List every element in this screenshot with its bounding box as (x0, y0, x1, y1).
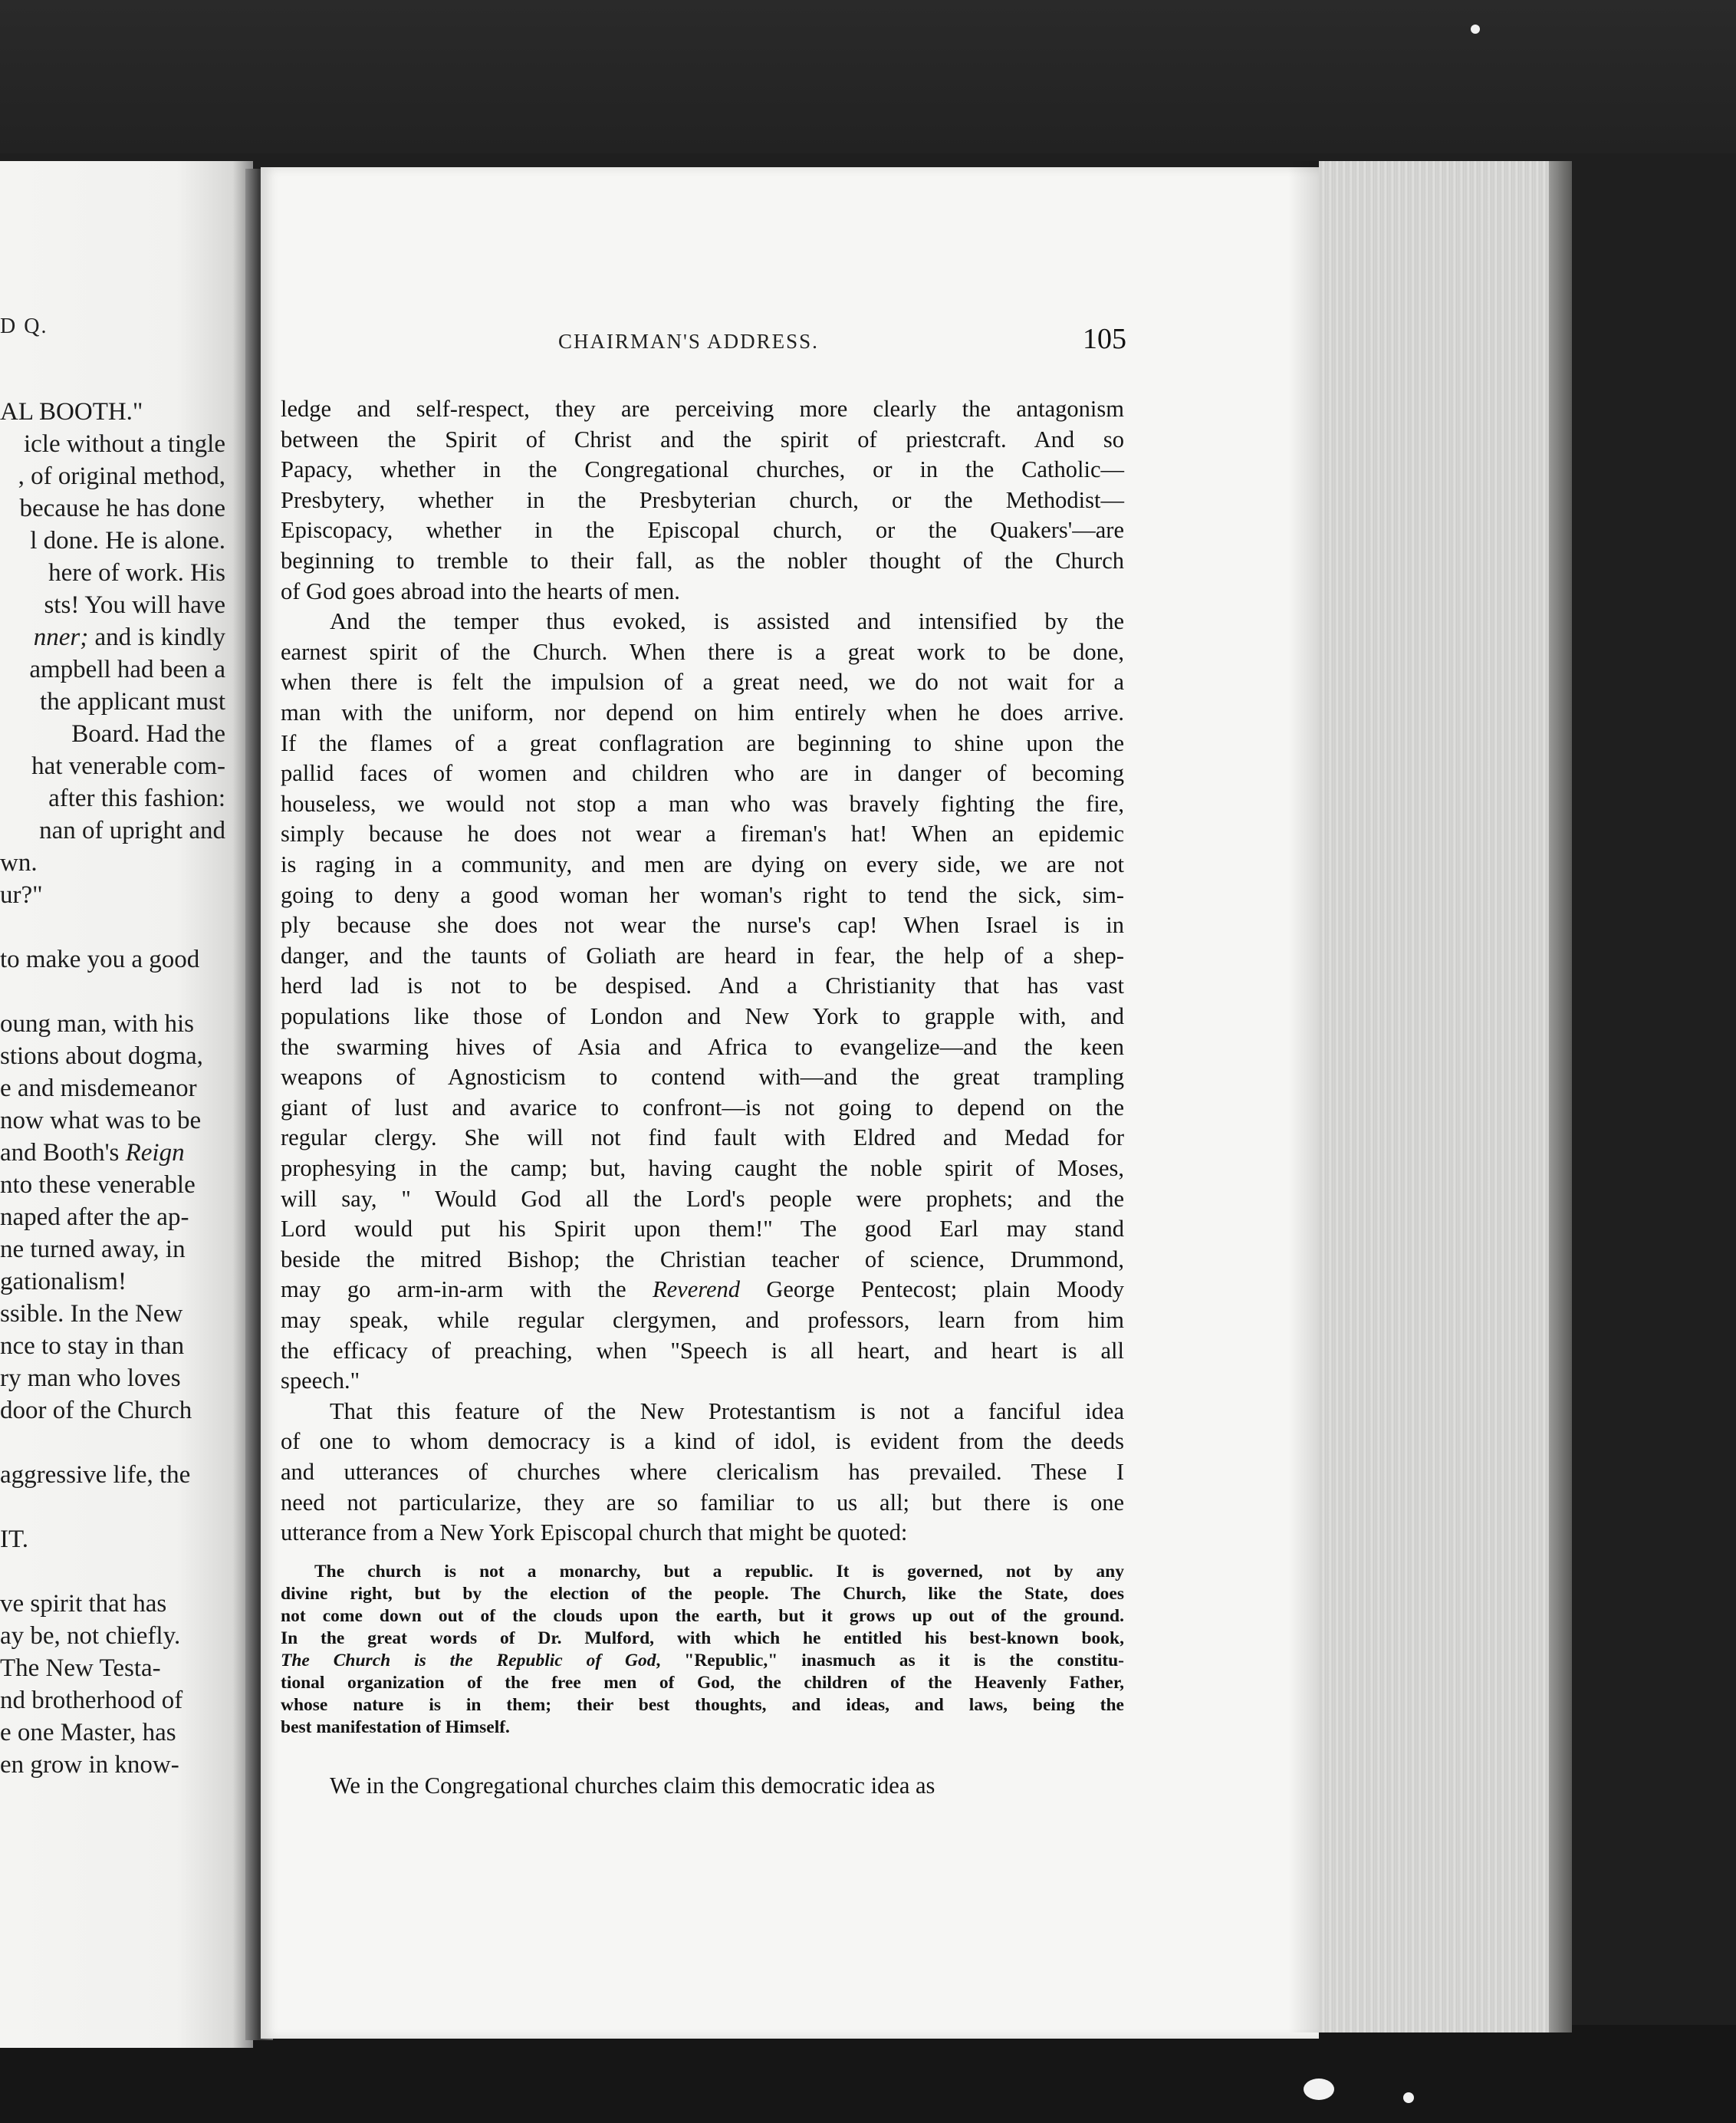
left-page-line: here of work. His (48, 559, 225, 587)
left-page-line: nto these venerable (0, 1171, 196, 1199)
body-line: when there is felt the impulsion of a great need, we do not wait for a (281, 669, 1124, 696)
body-line: going to deny a good woman her woman's right to tend the sick, sim- (281, 881, 1124, 908)
body-line: of one to whom democracy is a kind of idol, is evident from the deeds (281, 1428, 1124, 1455)
left-page-line: IT. (0, 1526, 28, 1553)
left-page-line (0, 1426, 225, 1460)
body-line: Papacy, whether in the Congregational churches, or in the Catholic— (281, 456, 1124, 483)
left-page-line: naped after the ap- (0, 1203, 189, 1231)
dust-speck (1471, 25, 1480, 34)
left-page-line: because he has done (19, 495, 225, 522)
body-line: between the Spirit of Christ and the spirit of priestcraft. And so (281, 426, 1124, 453)
body-line: and utterances of churches where clericalism has prevailed. These I (281, 1459, 1124, 1485)
left-page-line: nd brotherhood of (0, 1687, 183, 1714)
left-page-line: aggressive life, the (0, 1461, 191, 1489)
left-page-line: Board. Had the (71, 720, 225, 748)
body-line: of God goes abroad into the hearts of men. (281, 578, 680, 604)
body-line: utterance from a New York Episcopal church that might be quoted: (281, 1519, 908, 1546)
body-line: is raging in a community, and men are dying on every side, we are not (281, 851, 1124, 877)
body-line: That this feature of the New Protestantism is not a fanciful idea (330, 1397, 1124, 1424)
left-page-line: to make you a good (0, 946, 200, 973)
left-page-line: and Booth's Reign (0, 1139, 185, 1167)
left-page-line (0, 910, 225, 944)
quote-line: The church is not a monarchy, but a republic. It is governed, not by any (314, 1562, 1124, 1582)
page-number: 105 (1083, 323, 1126, 355)
left-page-line: ne turned away, in (0, 1236, 186, 1263)
dust-speck (1403, 2092, 1414, 2103)
left-page-line: now what was to be (0, 1107, 202, 1134)
running-head: CHAIRMAN'S ADDRESS. (558, 330, 819, 353)
body-line: If the flames of a great conflagration are beginning to shine upon the (281, 729, 1124, 756)
left-page-line (0, 1490, 225, 1524)
page-block-edge (1319, 161, 1557, 2032)
body-line: prophesying in the camp; but, having caught the noble spirit of Moses, (281, 1155, 1124, 1181)
body-line: regular clergy. She will not find fault with Eldred and Medad for (281, 1124, 1124, 1151)
body-line: speech." (281, 1368, 360, 1394)
left-page-line: e and misdemeanor (0, 1075, 197, 1102)
page-header (261, 322, 1135, 360)
body-line: herd lad is not to be despised. And a Christianity that has vast (281, 973, 1124, 999)
left-page-line: ve spirit that has (0, 1590, 167, 1618)
body-line: earnest spirit of the Church. When there is a great work to be done, (281, 638, 1124, 665)
quote-line: In the great words of Dr. Mulford, with which he entitled his best-known book, (281, 1628, 1124, 1648)
left-page-line: the applicant must (40, 688, 225, 716)
quote-line: not come down out of the clouds upon the earth, but it grows up out of the ground. (281, 1606, 1124, 1626)
left-page-line: nce to stay in than (0, 1332, 185, 1360)
body-line: the efficacy of preaching, when "Speech is all heart, and heart is all (281, 1337, 1124, 1364)
left-page-line: oung man, with his (0, 1010, 194, 1038)
quote-line: tional organization of the free men of God, the children of the Heavenly Father, (281, 1673, 1124, 1693)
body-line: populations like those of London and New York to grapple with, and (281, 1003, 1124, 1029)
left-page (0, 161, 253, 2048)
left-page-line (0, 975, 225, 1009)
body-line: may go arm-in-arm with the Reverend George Pentecost; plain Moody (281, 1276, 1124, 1303)
left-page-line: nner; and is kindly (33, 624, 225, 651)
body-line: man with the uniform, nor depend on him entirely when he does arrive. (281, 699, 1124, 726)
left-page-line: hat venerable com- (31, 752, 225, 780)
body-line: danger, and the taunts of Goliath are heard in fear, the help of a shep- (281, 942, 1124, 969)
body-line: the swarming hives of Asia and Africa to evangelize—and the keen (281, 1033, 1124, 1060)
quote-line: The Church is the Republic of God, "Republic," inasmuch as it is the constitu- (281, 1651, 1124, 1670)
left-page-line: , of original method, (18, 462, 225, 490)
backdrop (0, 0, 1736, 153)
left-page-line: ur?" (0, 881, 43, 909)
body-line: will say, " Would God all the Lord's people were prophets; and the (281, 1185, 1124, 1212)
body-line: may speak, while regular clergymen, and professors, learn from him (281, 1307, 1124, 1333)
left-running-head: D Q. (0, 314, 48, 338)
body-line: simply because he does not wear a fireman's hat! When an epidemic (281, 821, 1124, 848)
quote-line: divine right, but by the election of the people. The Church, like the State, does (281, 1584, 1124, 1604)
body-line: beside the mitred Bishop; the Christian teacher of science, Drummond, (281, 1246, 1124, 1272)
left-page-line: ay be, not chiefly. (0, 1622, 181, 1650)
book-cover-edge (1549, 161, 1572, 2032)
dust-speck (1304, 2079, 1334, 2100)
left-page-line: e one Master, has (0, 1719, 176, 1746)
left-page-line: wn. (0, 849, 38, 877)
body-line: need not particularize, they are so familiar to us all; but there is one (281, 1489, 1124, 1516)
left-page-line: ry man who loves (0, 1364, 181, 1392)
left-page-line: after this fashion: (48, 785, 225, 812)
left-page-line: The New Testa- (0, 1654, 161, 1682)
body-line: beginning to tremble to their fall, as the nobler thought of the Church (281, 548, 1124, 574)
body-line: giant of lust and avarice to confront—is not going to depend on the (281, 1094, 1124, 1121)
left-page-line: sts! You will have (44, 591, 225, 619)
body-line: houseless, we would not stop a man who was bravely fighting the fire, (281, 790, 1124, 817)
body-line: weapons of Agnosticism to contend with—and the great trampling (281, 1064, 1124, 1091)
right-page (261, 167, 1319, 2039)
left-page-line: stions about dogma, (0, 1042, 203, 1070)
left-page-text (0, 161, 253, 2048)
left-page-line: door of the Church (0, 1397, 192, 1424)
closing-line: We in the Congregational churches claim this democratic idea as (330, 1772, 935, 1799)
body-line: ply because she does not wear the nurse's cap! When Israel is in (281, 912, 1124, 939)
left-page-line: gationalism! (0, 1268, 127, 1295)
left-page-line: icle without a tingle (23, 430, 225, 458)
quote-line: best manifestation of Himself. (281, 1717, 510, 1737)
left-page-line: l done. He is alone. (30, 527, 225, 555)
body-line: Lord would put his Spirit upon them!" The good Earl may stand (281, 1216, 1124, 1243)
left-page-line: nan of upright and (39, 817, 225, 844)
left-page-line: AL BOOTH." (0, 398, 143, 426)
left-page-line: ampbell had been a (29, 656, 225, 683)
body-line: ledge and self-respect, they are perceiving more clearly the antagonism (281, 396, 1124, 422)
body-line: And the temper thus evoked, is assisted and intensified by the (330, 608, 1124, 635)
left-page-line: ssible. In the New (0, 1300, 183, 1328)
body-line: Episcopacy, whether in the Episcopal church, or the Quakers'—are (281, 517, 1124, 544)
quote-line: whose nature is in them; their best thoughts, and ideas, and laws, being the (281, 1695, 1124, 1715)
body-line: pallid faces of women and children who are in danger of becoming (281, 760, 1124, 787)
left-page-line (0, 1555, 225, 1588)
body-line: Presbytery, whether in the Presbyterian church, or the Methodist— (281, 486, 1124, 513)
left-page-line: en grow in know- (0, 1751, 179, 1779)
